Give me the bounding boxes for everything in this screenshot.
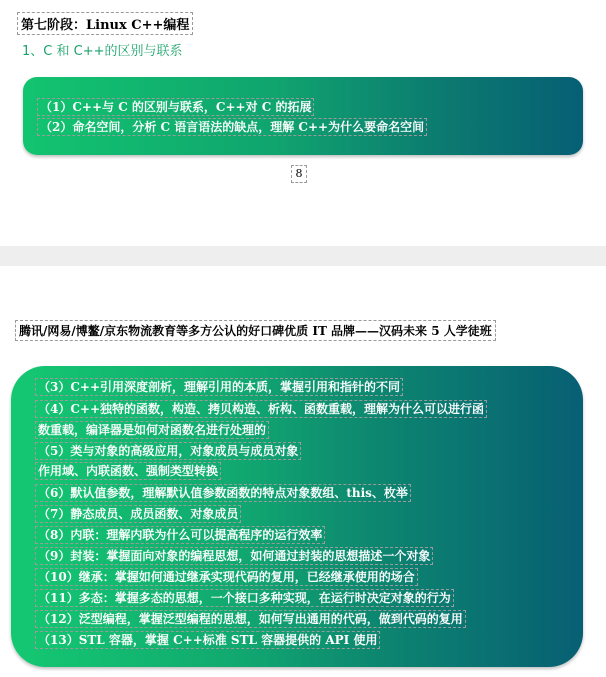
card-2-item: （13）STL 容器，掌握 C++标准 STL 容器提供的 API 使用 [35, 631, 380, 649]
content-card-1 [23, 77, 583, 155]
card-2-item: （10）继承：掌握如何通过继承实现代码的复用，已经继承使用的场合 [35, 568, 418, 586]
card-2-item: 数重载，编译器是如何对函数名进行处理的 [35, 421, 269, 439]
section-title: 第七阶段：Linux C++编程 [17, 12, 193, 35]
card-1-item: （2）命名空间，分析 C 语言语法的缺点，理解 C++为什么要命名空间 [37, 118, 427, 136]
card-2-item: （4）C++独特的函数，构造、拷贝构造、析构、函数重载，理解为什么可以进行函 [35, 400, 487, 418]
card-2-item: （6）默认值参数，理解默认值参数函数的特点对象数组、this、枚举 [35, 484, 411, 502]
page-separator [0, 246, 606, 266]
sub-heading: 1、C 和 C++的区别与联系 [22, 44, 183, 59]
card-2-item: （12）泛型编程，掌握泛型编程的思想，如何写出通用的代码，做到代码的复用 [35, 610, 466, 628]
card-2-item: （5）类与对象的高级应用，对象成员与成员对象 [35, 442, 301, 460]
card-2-item: （7）静态成员、成员函数、对象成员 [35, 505, 241, 523]
card-2-item: 作用域、内联函数、强制类型转换 [35, 462, 221, 480]
brand-banner: 腾讯/网易/博鳌/京东物流教育等多方公认的好口碑优质 IT 品牌——汉码未来 5 人学徒班 [15, 320, 496, 341]
card-2-item: （8）内联：理解内联为什么可以提高程序的运行效率 [35, 526, 325, 544]
card-2-item: （3）C++引用深度剖析，理解引用的本质，掌握引用和指针的不同 [35, 378, 403, 396]
page-number: 8 [291, 165, 307, 183]
card-1-item: （1）C++与 C 的区别与联系，C++对 C 的拓展 [37, 98, 314, 116]
content-card-2 [11, 366, 583, 667]
card-2-item: （9）封装：掌握面向对象的编程思想，如何通过封装的思想描述一个对象 [35, 547, 433, 565]
card-2-item: （11）多态：掌握多态的思想，一个接口多种实现，在运行时决定对象的行为 [35, 589, 454, 607]
